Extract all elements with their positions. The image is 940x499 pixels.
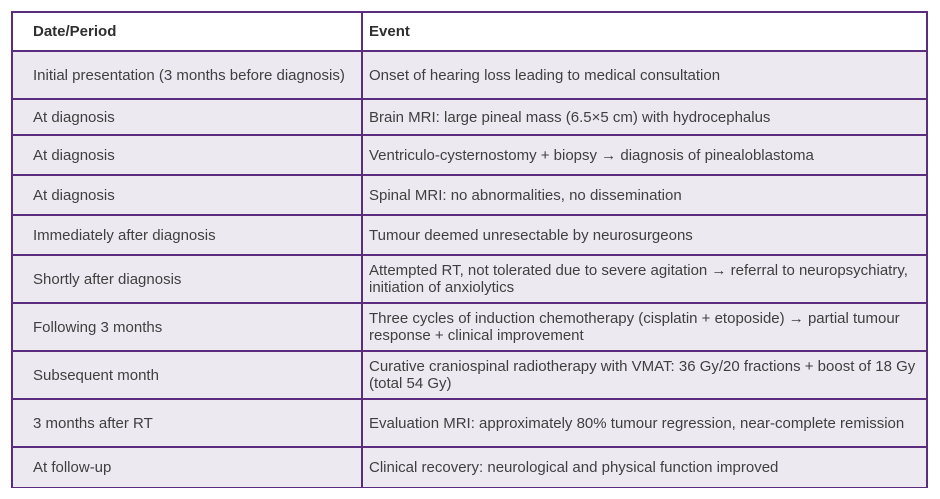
timeline-table: [13, 13, 926, 487]
table-row: [13, 99, 926, 135]
column-header-date: Date/Period: [13, 13, 362, 51]
date-cell: At diagnosis: [13, 135, 362, 175]
date-cell: At diagnosis: [13, 99, 362, 135]
event-cell: Three cycles of induction chemotherapy (cisplatin + etoposide) → partial tumour response + clinical improvement: [362, 303, 926, 351]
event-cell: Clinical recovery: neurological and physical function improved: [362, 447, 926, 487]
table-header-row: [13, 13, 926, 51]
table-row: [13, 447, 926, 487]
table-row: [13, 255, 926, 303]
date-cell: Immediately after diagnosis: [13, 215, 362, 255]
table-row: [13, 399, 926, 447]
event-cell: Curative craniospinal radiotherapy with VMAT: 36 Gy/20 fractions + boost of 18 Gy (total 54 Gy): [362, 351, 926, 399]
date-cell: Following 3 months: [13, 303, 362, 351]
date-cell: At follow-up: [13, 447, 362, 487]
event-cell: Attempted RT, not tolerated due to severe agitation → referral to neuropsychiatry, initiation of anxiolytics: [362, 255, 926, 303]
event-cell: Onset of hearing loss leading to medical consultation: [362, 51, 926, 99]
table-row: [13, 351, 926, 399]
date-cell: At diagnosis: [13, 175, 362, 215]
table-row: [13, 51, 926, 99]
date-cell: Initial presentation (3 months before diagnosis): [13, 51, 362, 99]
event-cell: Spinal MRI: no abnormalities, no dissemination: [362, 175, 926, 215]
table-row: [13, 175, 926, 215]
event-cell: Ventriculo-cysternostomy + biopsy → diagnosis of pinealoblastoma: [362, 135, 926, 175]
date-cell: Shortly after diagnosis: [13, 255, 362, 303]
event-cell: Evaluation MRI: approximately 80% tumour regression, near-complete remission: [362, 399, 926, 447]
date-cell: Subsequent month: [13, 351, 362, 399]
event-cell: Brain MRI: large pineal mass (6.5×5 cm) with hydrocephalus: [362, 99, 926, 135]
timeline-table-container: [11, 11, 928, 488]
date-cell: 3 months after RT: [13, 399, 362, 447]
column-header-event: Event: [362, 13, 926, 51]
event-cell: Tumour deemed unresectable by neurosurgeons: [362, 215, 926, 255]
table-row: [13, 215, 926, 255]
table-row: [13, 303, 926, 351]
table-row: [13, 135, 926, 175]
